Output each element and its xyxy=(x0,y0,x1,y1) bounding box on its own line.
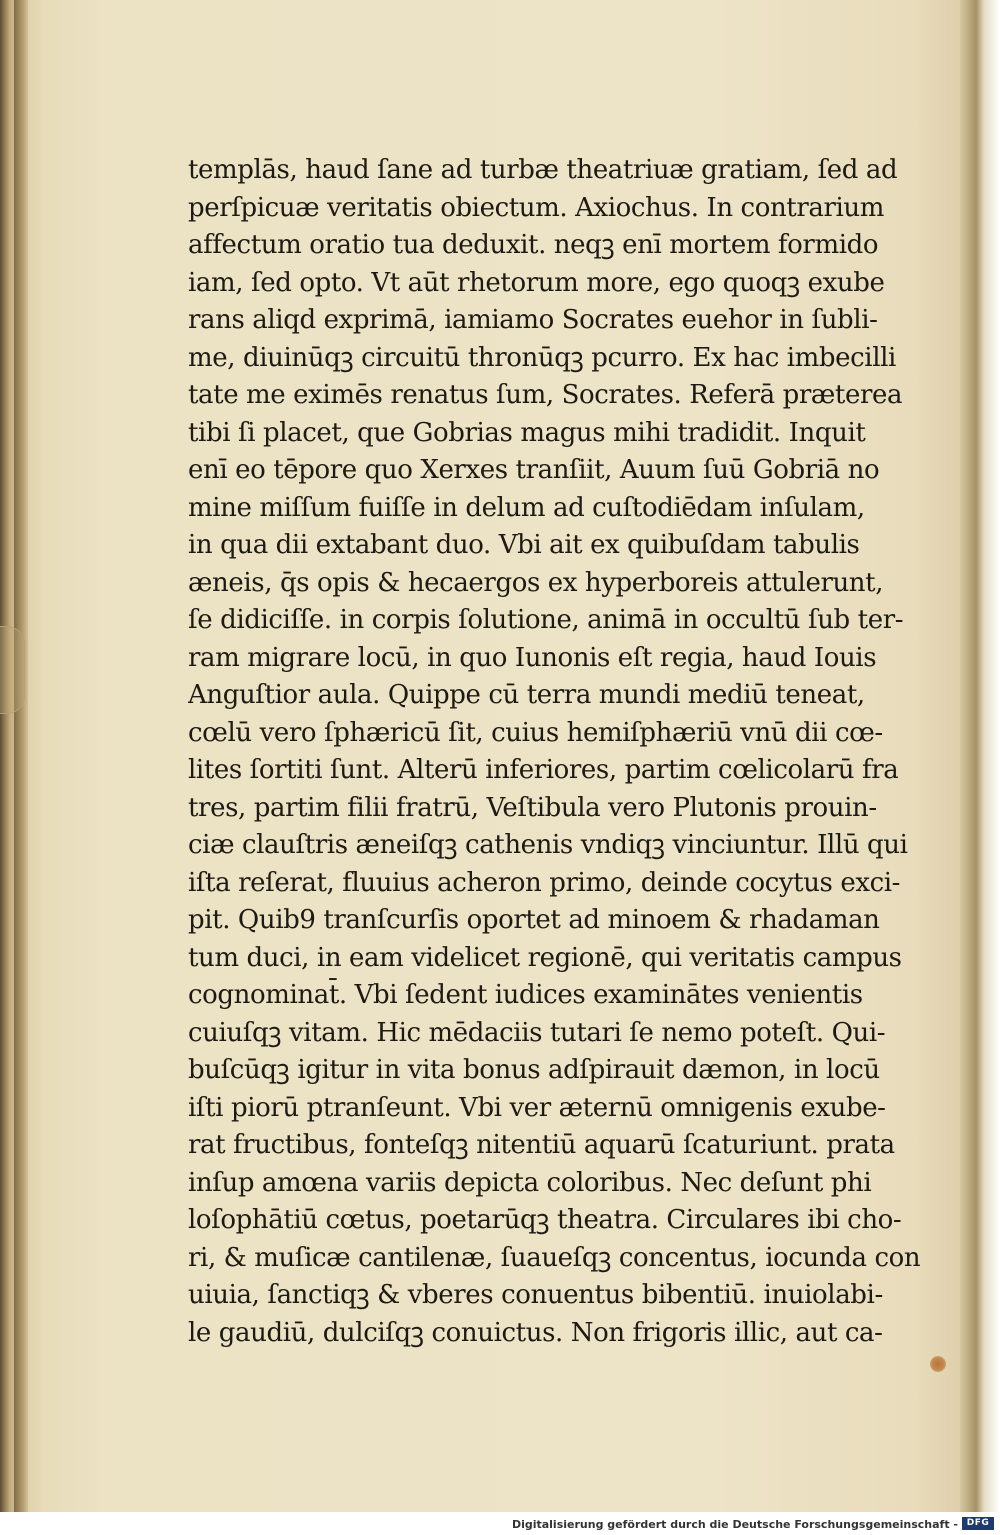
text-line: lites ſortiti ſunt. Alterū inferiores, partim cœlicolarū fra xyxy=(188,755,899,785)
text-line: buſcūqꝫ igitur in vita bonus adſpirauit dæmon, in locū xyxy=(188,1055,880,1085)
text-line: ri, & muſicæ cantilenæ, ſuaueſqꝫ concentus, iocunda con xyxy=(188,1242,921,1273)
text-line: le gaudiū, dulciſqꝫ conuictus. Non frigoris illic, aut ca- xyxy=(188,1317,883,1348)
page-clip-mark xyxy=(0,626,25,714)
text-line: uiuia, ſanctiqꝫ & vberes conuentus bibentiū. inuiolabi- xyxy=(188,1280,883,1310)
text-line: ram migrare locū, in quo Iunonis eſt regia, haud Iouis xyxy=(188,642,877,673)
text-line: enī eo tēpore quo Xerxes tranſiit, Auum ſuū Gobriā no xyxy=(188,455,880,485)
text-line: tum duci, in eam videlicet regionē, qui veritatis campus xyxy=(188,942,902,973)
text-line: pit. Quib9 tranſcurſis oportet ad minoem & rhadaman xyxy=(188,905,880,935)
text-line: tate me eximēs renatus ſum, Socrates. Referā præterea xyxy=(188,380,903,410)
text-line: ciæ clauſtris æneiſqꝫ cathenis vndiqꝫ vinciuntur. Illū qui xyxy=(188,830,908,860)
text-line: iſti piorū ptranſeunt. Vbi ver æternū omnigenis exube- xyxy=(188,1092,886,1123)
text-line: rans aliqd exprimā, iamiamo Socrates euehor in ſubli- xyxy=(188,305,878,335)
text-line: æneis, q̄s opis & hecaergos ex hyperboreis attulerunt, xyxy=(188,567,884,598)
dfg-credit-text: Digitalisierung gefördert durch die Deutsche Forschungsgemeinschaft - xyxy=(511,1518,958,1531)
text-line: iſta reſerat, fluuius acheron primo, deinde cocytus exci- xyxy=(188,867,901,898)
text-line: iam, ſed opto. Vt aūt rhetorum more, ego quoqꝫ exube xyxy=(188,267,885,298)
text-line: perſpicuæ veritatis obiectum. Axiochus. In contrarium xyxy=(188,192,885,223)
text-line: tres, partim filii fratrū, Veſtibula vero Plutonis prouin- xyxy=(188,792,877,823)
paper-stain xyxy=(930,1356,946,1372)
text-line: in qua dii extabant duo. Vbi ait ex quibuſdam tabulis xyxy=(188,530,860,560)
text-line: tibi ſi placet, que Gobrias magus mihi tradidit. Inquit xyxy=(188,417,866,448)
text-line: me, diuinūqꝫ circuitū thronūqꝫ pcurro. Ex hac imbecilli xyxy=(188,342,896,373)
text-line: cœlū vero ſphæricū ſit, cuius hemiſphæriū vnū dii cœ- xyxy=(188,717,883,748)
text-line: rat fructibus, fonteſqꝫ nitentiū aquarū ſcaturiunt. prata xyxy=(188,1130,895,1160)
text-line: loſophātiū cœtus, poetarūqꝫ theatra. Circulares ibi cho- xyxy=(188,1205,902,1235)
text-line: inſup amœna variis depicta coloribus. Nec deſunt phi xyxy=(188,1167,872,1198)
gutter-shadow xyxy=(960,0,1000,1512)
text-line: ſe didiciſſe. in corpis ſolutione, animā in occultū ſub ter- xyxy=(188,605,904,635)
text-block xyxy=(188,152,958,1352)
text-line: templās, haud ſane ad turbæ theatriuæ gratiam, ſed ad xyxy=(188,155,898,185)
text-line: Anguſtior aula. Quippe cū terra mundi mediū teneat, xyxy=(188,680,865,710)
text-line: affectum oratio tua deduxit. neqꝫ enī mortem formido xyxy=(188,230,879,260)
text-line: cognominat̄. Vbi ſedent iudices examinātes venientis xyxy=(188,980,863,1010)
text-line: mine miſſum fuiſſe in delum ad cuſtodiēdam inſulam, xyxy=(188,492,865,523)
dfg-logo: DFG xyxy=(962,1517,994,1530)
text-line: cuiuſqꝫ vitam. Hic mēdaciis tutari ſe nemo poteſt. Qui- xyxy=(188,1017,886,1048)
page-fold-shadow xyxy=(14,0,28,1512)
